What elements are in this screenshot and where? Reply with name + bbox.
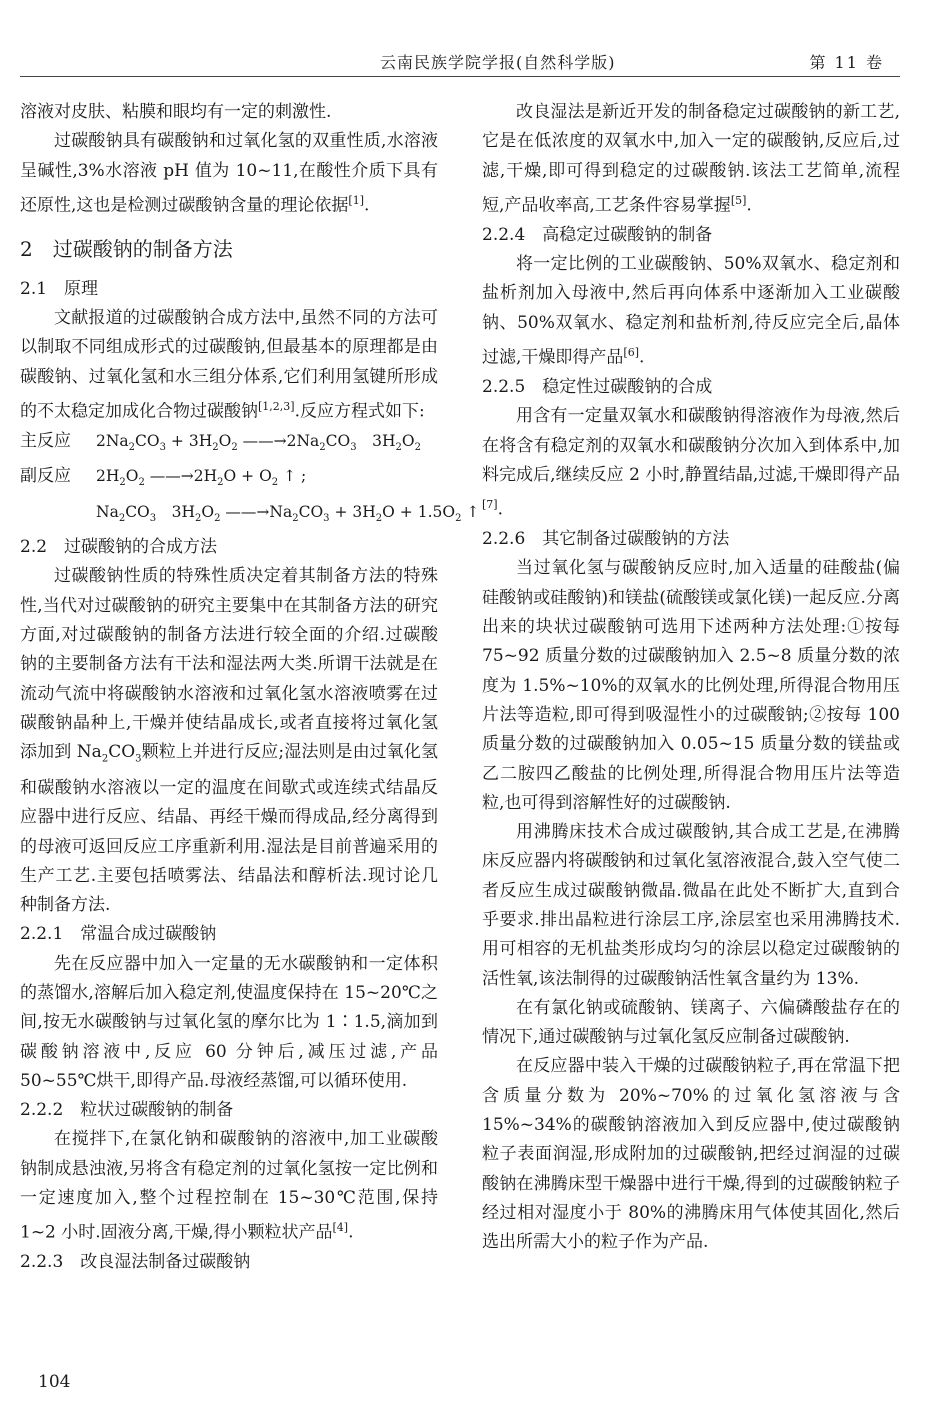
side-reaction-equation-2: $Na_2CO_3$ $3H_2O_2$ $——\to Na_2CO_3 + 3H_2O + 1.5O_2$ ↑ — [96, 502, 480, 524]
paragraph: 溶液对皮肤、粘膜和眼均有一定的刺激性. — [20, 102, 332, 122]
section-heading: 2 过碳酸钠的制备方法 — [20, 236, 233, 261]
citation: [7] — [482, 498, 498, 512]
right-column — [482, 98, 900, 1258]
paragraph: 用沸腾床技术合成过碳酸钠,其合成工艺是,在沸腾床反应器内将碳酸钠和过氧化氢溶液混合,鼓入空气使二者反应生成过碳酸钠微晶.微晶在此处不断扩大,直到合乎要求.排出晶粒进行涂层工序,涂层室也采用沸腾技术.用可相容的无机盐类形成均匀的涂层以稳定过碳酸钠的活性氧,该法制得的过碳酸钠活性氧含量约为 13%. — [482, 822, 900, 989]
paragraph: 文献报道的过碳酸钠合成方法中,虽然不同的方法可以制取不同组成形式的过碳酸钠,但最基本的原理都是由碳酸钠、过氧化氢和水三组分体系,它们利用氢键所形成的不太稳定加成化合物过碳酸钠[1,2,3].反应方程式如下: — [20, 308, 438, 422]
subsubsection-heading: 2.2.5 稳定性过碳酸钠的合成 — [482, 376, 713, 397]
running-header — [20, 46, 900, 77]
journal-title: 云南民族学院学报(自然科学版) — [380, 53, 616, 72]
paragraph: 当过氧化氢与碳酸钠反应时,加入适量的硅酸盐(偏硅酸钠或硅酸钠)和镁盐(硫酸镁或氯化镁)一起反应.分离出来的块状过碳酸钠可选用下述两种方法处理:①按每 75~92 质量分数的过碳酸钠加入 2.5~8 质量分数的浓度为 1.5%~10%的双氧水的比例处理,所得混合物用压片法等造粒,即可得到吸湿性小的过碳酸钠;②按每 100 质量分数的过碳酸钠加入 0.05~15 质量分数的镁盐或乙二胺四乙酸盐的比例处理,所得混合物用压片法等造粒,也可得到溶解性好的过碳酸钠. — [482, 558, 900, 813]
main-reaction-equation: 主反应 $2Na_2CO_3 + 3H_2O_2$ $——\to 2Na_2CO_3$ $3H_2O_2$ — [20, 430, 421, 454]
citation: [4] — [332, 1221, 349, 1235]
volume-number: 第 11 卷 — [809, 53, 884, 72]
citation: [6] — [623, 346, 639, 360]
subsubsection-heading: 2.2.4 高稳定过碳酸钠的制备 — [482, 224, 713, 245]
citation: [1,2,3] — [258, 400, 295, 414]
paragraph: 先在反应器中加入一定量的无水碳酸钠和一定体积的蒸馏水,溶解后加入稳定剂,使温度保持在 15~20℃之间,按无水碳酸钠与过氧化氢的摩尔比为 1∶1.5,滴加到碳酸钠溶液中,反应 60 分钟后,减压过滤,产品 50~55℃烘干,即得产品.母液经蒸馏,可以循环使用. — [20, 953, 438, 1091]
paragraph: 改良湿法是新近开发的制备稳定过碳酸钠的新工艺,它是在低浓度的双氧水中,加入一定的碳酸钠,反应后,过滤,干燥,即可得到稳定的过碳酸钠.该法工艺简单,流程短,产品收率高,工艺条件容易掌握[5]. — [482, 102, 900, 216]
subsubsection-heading: 2.2.1 常温合成过碳酸钠 — [20, 924, 217, 945]
paragraph: 过碳酸钠性质的特殊性质决定着其制备方法的特殊性,当代对过碳酸钠的研究主要集中在其制备方法的研究方面,对过碳酸钠的制备方法进行较全面的介绍.过碳酸钠的主要制备方法有干法和湿法两大类.所谓干法就是在流动气流中将碳酸钠水溶液和过氧化氢水溶液喷雾在过碳酸钠晶种上,干燥并使结晶成长,或者直接将过氧化氢添加到 $Na_2CO_3$颗粒上并进行反应;湿法则是由过氧化氢和碳酸钠水溶液以一定的温度在间歇式或连续式结晶反应器中进行反应、结晶、再经干燥而得成品,经分离得到的母液可返回反应工序重新利用.湿法是目前普遍采用的生产工艺.主要包括喷雾法、结晶法和醇析法.现讨论几种制备方法. — [20, 566, 438, 916]
subsubsection-heading: 2.2.2 粒状过碳酸钠的制备 — [20, 1100, 234, 1121]
subsubsection-heading: 2.2.3 改良湿法制备过碳酸钠 — [20, 1252, 251, 1273]
citation: [1] — [348, 193, 364, 207]
subsection-heading: 2.2 过碳酸钠的合成方法 — [20, 537, 218, 558]
paragraph: 在反应器中装入干燥的过碳酸钠粒子,再在常温下把含质量分数为 20%~70%的过氧化氢溶液与含 15%~34%的碳酸钠溶液加入到反应器中,使过碳酸钠粒子表面润湿,形成附加的过碳酸钠,把经过润湿的过碳酸钠在沸腾床型干燥器中进行干燥,得到的过碳酸钠粒子经过相对湿度小于 80%的沸腾床用气体使其固化,然后选出所需大小的粒子作为产品. — [482, 1056, 900, 1253]
paragraph: 在有氯化钠或硫酸钠、镁离子、六偏磷酸盐存在的情况下,通过碳酸钠与过氧化氢反应制备过碳酸钠. — [482, 997, 900, 1048]
citation: [5] — [730, 193, 747, 207]
paragraph: 在搅拌下,在氯化钠和碳酸钠的溶液中,加工业碳酸钠制成悬浊液,另将含有稳定剂的过氧化氢按一定比例和一定速度加入,整个过程控制在 15~30℃范围,保持 1~2 小时.固液分离,干燥,得小颗粒状产品[4]. — [20, 1129, 438, 1244]
subsection-heading: 2.1 原理 — [20, 278, 99, 299]
side-reaction-equation: 副反应 $2H_2O_2$ $——\to 2H_2O + O_2$ ↑ ; — [20, 466, 307, 489]
paragraph: 用含有一定量双氧水和碳酸钠得溶液作为母液,然后在将含有稳定剂的双氧水和碳酸钠分次加入到体系中,加料完成后,继续反应 2 小时,静置结晶,过滤,干燥即得产品[7]. — [482, 406, 900, 520]
subsubsection-heading: 2.2.6 其它制备过碳酸钠的方法 — [482, 529, 730, 550]
left-column — [20, 98, 480, 1278]
paragraph: 将一定比例的工业碳酸钠、50%双氧水、稳定剂和盐析剂加入母液中,然后再向体系中逐渐加入工业碳酸钠、50%双氧水、稳定剂和盐析剂,待反应完全后,晶体过滤,干燥即得产品[6]. — [482, 254, 900, 368]
page-number: 104 — [38, 1372, 71, 1392]
paragraph: 过碳酸钠具有碳酸钠和过氧化氢的双重性质,水溶液呈碱性,3%水溶液 pH 值为 10~11,在酸性介质下具有还原性,这也是检测过碳酸钠含量的理论依据[1]. — [20, 131, 438, 216]
